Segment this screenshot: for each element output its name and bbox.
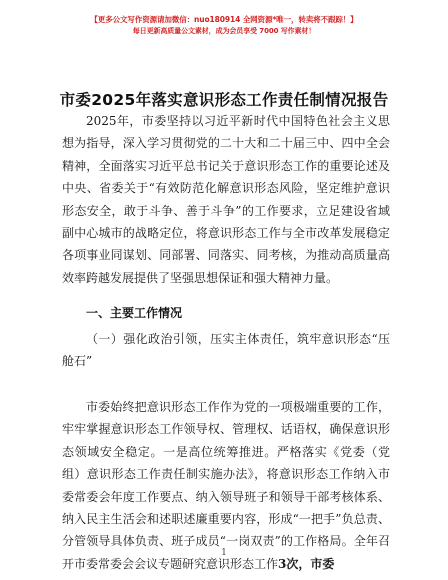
body-paragraph-text: 市委始终把意识形态工作作为党的一项极端重要的工作，牢牢掌握意识形态工作领导权、管理权、话语权，确保意识形态领域安全稳定。一是高位统筹推进。严格落实《党委（党组）意识形态工作责任制实施办法》，将意识形态工作纳入市委常委会年度工作要点、纳入领导班子和领导干部考核体系、纳入民主生活会和述职述廉重要内容，形成“一把手”负总责、分管领导具体负责、班子成员“一岗双责”的工作格局。全年召开市委常委会会议专题研究意识形态工作 bbox=[62, 400, 390, 571]
body-paragraph-emphasis: 3次，市委 bbox=[278, 556, 335, 571]
intro-paragraph: 2025年，市委坚持以习近平新时代中国特色社会主义思想为指导，深入学习贯彻党的二十大和二十届三中、四中全会精神，全面落实习近平总书记关于意识形态工作的重要论述及中央、省委关于“有效防范化解意识形态风险，坚定维护意识形态安全，敢于斗争、善于斗争”的工作要求，立足建设省域副中心城市的战略定位，将意识形态工作与全市改革发展稳定各项事业同谋划、同部署、同落实、同考核，为推动高质量高效率跨越发展提供了坚强思想保证和强大精神力量。 bbox=[62, 114, 390, 285]
page-number: 1 bbox=[221, 548, 227, 558]
promo-banner-line-2: 每日更新高质量公文素材，成为会员享受 7000 写作素材！ bbox=[132, 27, 316, 35]
promo-banner-line-1: 【更多公文写作资源请加微信：nuo180914 全网资源*唯一，转卖将不跟踪！】 bbox=[90, 15, 358, 24]
section-heading: 一、主要工作情况 bbox=[86, 306, 183, 320]
document-title: 市委2025年落实意识形态工作责任制情况报告 bbox=[59, 91, 389, 109]
subsection-heading: （一）强化政治引领，压实主体责任，筑牢意识形态“压舱石” bbox=[62, 332, 390, 369]
